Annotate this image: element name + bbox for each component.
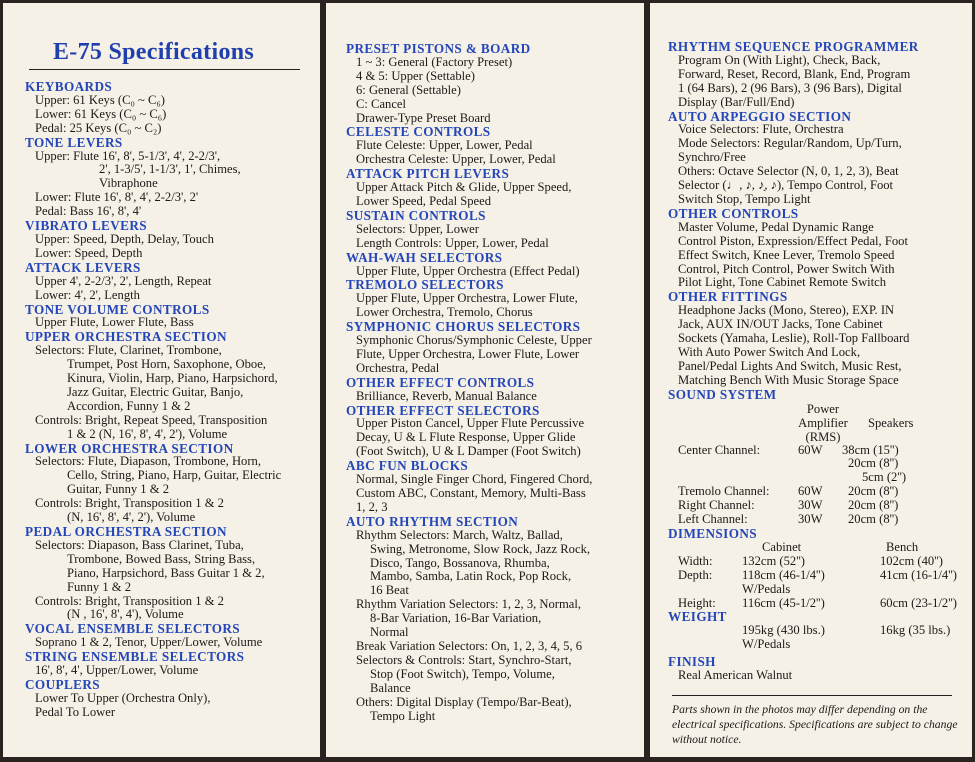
weight-rows	[668, 624, 966, 652]
section-heading: OTHER FITTINGS	[668, 289, 788, 305]
spec-line: Matching Bench With Music Storage Space	[678, 372, 899, 387]
spec-line: Others: Octave Selector (N, 0, 1, 2, 3), Beat	[678, 164, 899, 179]
section-heading: AUTO RHYTHM SECTION	[346, 513, 519, 529]
spec-line: Soprano 1 & 2, Tenor, Upper/Lower, Volume	[35, 635, 263, 650]
dimension-row	[668, 597, 966, 611]
sound-row	[668, 444, 966, 458]
spec-line: Upper Flute, Upper Orchestra (Effect Pedal)	[356, 263, 580, 278]
spec-line: Panel/Pedal Lights And Switch, Music Rest,	[678, 358, 902, 373]
column-3-list	[668, 40, 966, 402]
title-divider	[29, 69, 300, 70]
spec-line: Funny 1 & 2	[67, 579, 132, 594]
spec-line: Upper Flute, Upper Orchestra, Lower Flute,	[356, 291, 578, 306]
spec-line: (Foot Switch), U & L Damper (Foot Switch)	[356, 444, 581, 459]
table-cell: Left Channel:	[678, 512, 748, 527]
section-heading: FINISH	[668, 654, 716, 670]
spec-line: Control, Pitch Control, Power Switch With	[678, 261, 895, 276]
table-cell: 30W	[798, 498, 823, 513]
spec-line: Lower: 61 Keys (C₀ ~ C₆)	[35, 106, 167, 121]
table-cell: Width:	[678, 553, 713, 568]
spec-line: Break Variation Selectors: On, 1, 2, 3, 4, 5, 6	[356, 638, 583, 653]
power-header-line: (RMS)	[805, 429, 841, 444]
spec-line: Rhythm Variation Selectors: 1, 2, 3, Normal,	[356, 597, 582, 612]
spec-line: Cello, String, Piano, Harp, Guitar, Electric	[67, 468, 282, 483]
spec-line: Upper: 61 Keys (C₀ ~ C₆)	[35, 92, 165, 107]
spec-line: Drawer-Type Preset Board	[356, 110, 491, 125]
table-cell: 60W	[798, 442, 823, 457]
spec-line: Selectors: Upper, Lower	[356, 221, 479, 236]
table-cell: 132cm (52'')	[742, 553, 805, 568]
spec-line: Decay, U & L Flute Response, Upper Glide	[356, 430, 576, 445]
section-heading: SYMPHONIC CHORUS SELECTORS	[346, 319, 581, 335]
spec-line: 1 ~ 3: General (Factory Preset)	[356, 54, 513, 69]
section-heading: WEIGHT	[668, 609, 727, 625]
spec-line: Effect Switch, Knee Lever, Tremolo Speed	[678, 247, 895, 262]
column-2-list	[346, 42, 638, 723]
table-cell: Tremolo Channel:	[678, 484, 770, 499]
spec-line: Display (Bar/Full/End)	[678, 94, 795, 109]
spec-line: Sockets (Yamaha, Leslie), Roll-Top Fallboard	[678, 331, 910, 346]
table-cell: 118cm (46-1/4'')	[742, 567, 825, 582]
spec-line: 6: General (Settable)	[356, 82, 461, 97]
dimensions-rows	[668, 555, 966, 611]
weight-row	[668, 624, 966, 638]
spec-line: Flute, Upper Orchestra, Lower Flute, Lower	[356, 346, 580, 361]
spec-line: Program On (With Light), Check, Back,	[678, 52, 881, 67]
spec-line: Others: Digital Display (Tempo/Bar-Beat),	[356, 694, 572, 709]
sound-row	[668, 513, 966, 527]
spec-line: 1 (64 Bars), 2 (96 Bars), 3 (96 Bars), Digital	[678, 80, 902, 95]
spec-line: Pedal: 25 Keys (C₀ ~ C₂)	[35, 120, 162, 135]
finish-value: Real American Walnut	[678, 668, 793, 683]
spec-line: (N, 16', 8', 4', 2'), Volume	[67, 510, 196, 525]
spec-line: Custom ABC, Constant, Memory, Multi-Bass	[356, 486, 586, 500]
section-heading: PRESET PISTONS & BOARD	[346, 41, 531, 56]
weight-row	[668, 638, 966, 652]
column-2	[326, 3, 644, 757]
table-cell	[668, 457, 798, 471]
spec-line: Selectors: Diapason, Bass Clarinet, Tuba,	[35, 537, 244, 552]
section-heading: SOUND SYSTEM	[668, 386, 777, 402]
section-heading: RHYTHM SEQUENCE PROGRAMMER	[668, 39, 919, 54]
dimension-row	[668, 569, 966, 583]
table-cell: 5cm (2'')	[862, 470, 907, 485]
section-heading: VIBRATO LEVERS	[25, 218, 148, 234]
power-header-line: Power	[806, 401, 840, 416]
speakers-header: Speakers	[868, 415, 914, 430]
spec-line: Selectors & Controls: Start, Synchro-Start,	[356, 652, 572, 667]
dimensions-header	[668, 541, 966, 555]
section-heading: ATTACK LEVERS	[25, 259, 141, 275]
spec-line: Lower Orchestra, Tremolo, Chorus	[356, 305, 533, 320]
table-cell: 16kg (35 lbs.)	[880, 623, 951, 638]
spec-line: Upper: Flute 16', 8', 5-1/3', 4', 2-2/3',	[35, 148, 221, 163]
spec-line: Length Controls: Upper, Lower, Pedal	[356, 235, 549, 250]
spec-line: With Auto Power Switch And Lock,	[678, 344, 861, 359]
spec-line: Selector (♩, ♪, ♪̣, ♪), Tempo Control, Foot	[678, 178, 894, 193]
table-cell	[668, 638, 742, 652]
spec-line: Pedal To Lower	[35, 704, 116, 719]
section-heading: OTHER EFFECT CONTROLS	[346, 374, 535, 390]
section-heading: SUSTAIN CONTROLS	[346, 207, 486, 223]
spec-line: Brilliance, Reverb, Manual Balance	[356, 388, 537, 403]
bench-header: Bench	[886, 539, 919, 554]
table-cell: Height:	[678, 595, 716, 610]
column-3	[650, 3, 972, 757]
table-cell: 60W	[798, 484, 823, 499]
section-heading: PEDAL ORCHESTRA SECTION	[25, 524, 227, 539]
section-heading: DIMENSIONS	[668, 526, 758, 541]
table-cell: 20cm (8'')	[848, 498, 899, 513]
spec-line: Kinura, Violin, Harp, Piano, Harpsichord,	[67, 371, 278, 386]
spec-line: 4 & 5: Upper (Settable)	[356, 68, 475, 83]
spec-line: Master Volume, Pedal Dynamic Range	[678, 219, 874, 234]
section-heading: WAH-WAH SELECTORS	[346, 249, 503, 265]
table-cell: 30W	[798, 512, 823, 527]
table-cell: 20cm (8'')	[848, 512, 899, 527]
table-cell: 20cm (8'')	[848, 456, 899, 471]
spec-line: 16', 8', 4', Upper/Lower, Volume	[35, 663, 199, 678]
power-header-line: Amplifier	[798, 415, 848, 430]
section-heading: STRING ENSEMBLE SELECTORS	[25, 649, 245, 665]
spec-line: Lower Speed, Pedal Speed	[356, 193, 491, 208]
spec-line: Headphone Jacks (Mono, Stereo), EXP. IN	[678, 303, 895, 318]
note-divider	[672, 695, 952, 696]
spec-line: Mambo, Samba, Latin Rock, Pop Rock,	[370, 569, 572, 584]
dimensions-table	[668, 541, 966, 611]
spec-line: Upper: Speed, Depth, Delay, Touch	[35, 231, 214, 246]
sound-table-rows	[668, 444, 966, 527]
table-cell: 195kg (430 lbs.)	[742, 623, 825, 638]
spec-line: Upper Piston Cancel, Upper Flute Percussive	[356, 416, 585, 431]
table-cell: 60cm (23-1/2'')	[880, 595, 957, 610]
table-cell: W/Pedals	[742, 637, 791, 652]
sound-row	[668, 471, 966, 485]
table-cell: 41cm (16-1/4'')	[880, 567, 957, 582]
cabinet-header: Cabinet	[762, 539, 802, 554]
sound-system-table	[668, 402, 966, 527]
section-heading: TONE LEVERS	[25, 134, 123, 150]
section-heading: LOWER ORCHESTRA SECTION	[25, 440, 234, 456]
spec-line: Orchestra, Pedal	[356, 360, 440, 375]
spec-line: Guitar, Funny 1 & 2	[67, 482, 169, 497]
spec-line: (N , 16', 8', 4'), Volume	[67, 607, 184, 622]
spec-line: Flute Celeste: Upper, Lower, Pedal	[356, 138, 533, 153]
table-cell	[856, 583, 966, 597]
sound-row	[668, 457, 966, 471]
dimension-row	[668, 555, 966, 569]
spec-line: Trombone, Bowed Bass, String Bass,	[67, 551, 256, 566]
table-cell	[856, 638, 966, 652]
table-cell	[668, 471, 798, 485]
column-1-list	[25, 80, 314, 720]
spec-line: Stop (Foot Switch), Tempo, Volume,	[370, 666, 555, 681]
section-heading: CELESTE CONTROLS	[346, 124, 491, 140]
spec-line: Lower: Speed, Depth	[35, 245, 143, 260]
spec-line: Normal	[370, 625, 409, 640]
spec-line: Symphonic Chorus/Symphonic Celeste, Upper	[356, 333, 592, 348]
page-title: E-75 Specifications	[53, 39, 255, 65]
spec-line: Balance	[370, 680, 411, 695]
spec-line: Synchro/Free	[678, 150, 746, 165]
spec-line: Switch Stop, Tempo Light	[678, 191, 811, 206]
spec-line: Mode Selectors: Regular/Random, Up/Turn,	[678, 136, 902, 151]
spec-line: Forward, Reset, Record, Blank, End, Program	[678, 66, 911, 81]
spec-line: Trumpet, Post Horn, Saxophone, Oboe,	[67, 357, 266, 372]
spec-line: Lower: 4', 2', Length	[35, 287, 140, 302]
power-amplifier-header	[790, 402, 856, 444]
table-cell: 102cm (40'')	[880, 553, 943, 568]
spec-line: Controls: Bright, Transposition 1 & 2	[35, 593, 224, 608]
table-cell	[798, 457, 842, 471]
section-heading: ATTACK PITCH LEVERS	[346, 166, 510, 182]
spec-line: Swing, Metronome, Slow Rock, Jazz Rock,	[370, 541, 591, 556]
spec-line: Upper Flute, Lower Flute, Bass	[35, 315, 194, 330]
spec-line: Controls: Bright, Transposition 1 & 2	[35, 496, 224, 511]
spec-line: Piano, Harpsichord, Bass Guitar 1 & 2,	[67, 565, 265, 580]
spec-line: Voice Selectors: Flute, Orchestra	[678, 122, 844, 137]
section-heading: OTHER CONTROLS	[668, 205, 799, 221]
table-cell: W/Pedals	[742, 581, 791, 596]
spec-line: Control Piston, Expression/Effect Pedal, Foot	[678, 233, 908, 248]
spec-line: Upper Attack Pitch & Glide, Upper Speed,	[356, 180, 572, 195]
spec-line: 8-Bar Variation, 16-Bar Variation,	[370, 611, 542, 626]
disclaimer-note: Parts shown in the photos may differ depending on the electrical specifications. Specifications are subject to change without notice.	[672, 702, 958, 746]
sound-row	[668, 485, 966, 499]
spec-line: Controls: Bright, Repeat Speed, Transposition	[35, 412, 268, 427]
spec-line: Jazz Guitar, Electric Guitar, Banjo,	[67, 384, 244, 399]
section-heading: OTHER EFFECT SELECTORS	[346, 402, 540, 418]
spec-line: 1 & 2 (N, 16', 8', 4', 2'), Volume	[67, 426, 228, 441]
spec-line: Selectors: Flute, Diapason, Trombone, Horn,	[35, 454, 261, 469]
spec-line: Lower: Flute 16', 8', 4', 2-2/3', 2'	[35, 190, 199, 205]
spec-line: 1, 2, 3	[356, 499, 388, 514]
spec-line: Tempo Light	[370, 708, 436, 723]
table-cell: Right Channel:	[678, 498, 755, 513]
table-cell: Depth:	[678, 567, 713, 582]
spec-line: Disco, Tango, Bossanova, Rhumba,	[370, 555, 550, 570]
spec-line: Rhythm Selectors: March, Waltz, Ballad,	[356, 527, 563, 542]
table-cell	[668, 583, 742, 597]
dimension-row	[668, 583, 966, 597]
spec-line: C: Cancel	[356, 96, 407, 111]
spec-line: Normal, Single Finger Chord, Fingered Chord,	[356, 472, 593, 487]
spec-line: Jack, AUX IN/OUT Jacks, Tone Cabinet	[678, 317, 883, 332]
spec-line: 2', 1-3/5', 1-1/3', 1', Chimes,	[99, 162, 241, 177]
table-cell	[668, 624, 742, 638]
section-heading: COUPLERS	[25, 676, 101, 692]
spec-line: Selectors: Flute, Clarinet, Trombone,	[35, 343, 222, 358]
section-heading: ABC FUN BLOCKS	[346, 458, 469, 474]
spec-line: Lower To Upper (Orchestra Only),	[35, 690, 211, 705]
spec-line: Pilot Light, Tone Cabinet Remote Switch	[678, 275, 887, 290]
table-cell: 116cm (45-1/2'')	[742, 595, 825, 610]
sound-row	[668, 499, 966, 513]
section-heading: AUTO ARPEGGIO SECTION	[668, 108, 852, 124]
spec-line: Vibraphone	[99, 176, 158, 191]
section-heading: UPPER ORCHESTRA SECTION	[25, 329, 227, 345]
spec-line: Orchestra Celeste: Upper, Lower, Pedal	[356, 152, 556, 167]
table-cell: 38cm (15'')	[842, 442, 899, 457]
spec-line: Pedal: Bass 16', 8', 4'	[35, 204, 142, 219]
table-cell	[798, 471, 842, 485]
column-1	[3, 3, 320, 757]
sound-table-header	[668, 402, 966, 444]
spec-line: Accordion, Funny 1 & 2	[67, 398, 191, 413]
table-cell: 20cm (8'')	[848, 484, 899, 499]
table-cell: Center Channel:	[678, 442, 761, 457]
section-heading: TREMOLO SELECTORS	[346, 277, 504, 293]
spec-line: Upper 4', 2-2/3', 2', Length, Repeat	[35, 273, 212, 288]
section-heading: VOCAL ENSEMBLE SELECTORS	[25, 621, 241, 637]
section-heading: TONE VOLUME CONTROLS	[25, 301, 210, 317]
spec-line: 16 Beat	[370, 583, 409, 598]
section-heading: KEYBOARDS	[25, 79, 113, 94]
